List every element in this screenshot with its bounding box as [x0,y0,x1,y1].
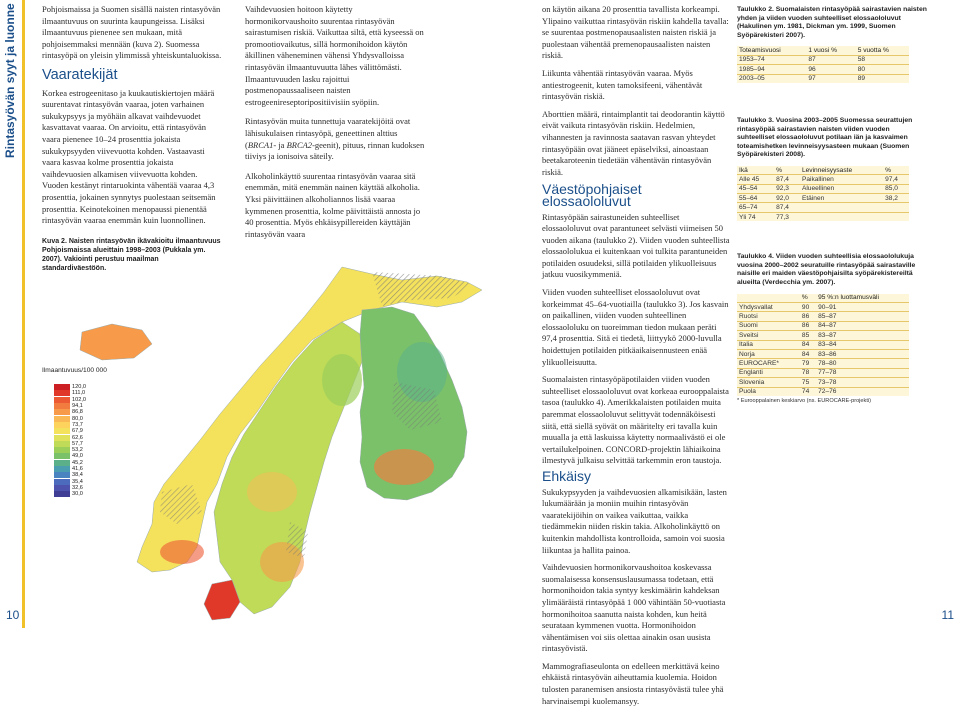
page-number-right: 11 [941,608,954,622]
paragraph: Alkoholinkäyttö suurentaa rintasyövän vaaraa sitä enemmän, mitä enemmän nainen käyttää alkoholia. Yksi päivittäinen alkoholiannos lisää vaaraa kymmenen prosenttia, kolme päivittäistä annosta jo 40 prosenttia. Myös ehkäisypillereiden käyttäjän rintasyövän vaara [245,170,421,239]
table-cell: Ruotsi [737,312,800,321]
legend-label: 86,8 [72,409,83,416]
paragraph: Suomalaisten rintasyöpäpotilaiden viiden vuoden suhteelliset elossaololuvut ovat korkeaa eurooppalaista tasoa (taulukko 4). Amerikkalaisten potilaiden muita paremmat elossaololuvut selittyvät todennäköisesti siitä, että siellä syövät on määritelty eri tavalla kuin muualla ja että laskuissa käytetty normaalivästö ei ole vertailukelpoinen. CONCORD-projektin lähiaikoina ilmestyvä julkaisu selvittää tarkemmin eron taustoja. [542,374,729,466]
legend-swatch [54,491,70,497]
paragraph: Viiden vuoden suhteelliset elossaololuvut ovat korkeimmat 45–64-vuotiailla (taulukko 3). Jos kasvain on paikallinen, viiden vuoden suhteellinen elossaololuku on tuoreimman tiedon mukaan peräti 97,4 prosenttia. Sitä ei tiedetä, liittyykö 2000-luvulla hoidettujen potilaiden pitkäaikaisennusteen enää ylikuolleisuutta. [542,287,729,367]
paragraph: Rintasyövän muita tunnettuja vaaratekijöitä ovat lähisukulaisen rintasyöpä, geneettinen alttius (BRCA1- ja BRCA2-geenit), pituus, rinnan kudoksen tiiviys ja ionisoiva säteily. [245,116,425,162]
table-cell: 97 [806,74,855,83]
table-cell: 65–74 [737,203,774,212]
column-1 [42,4,222,272]
legend-label: 38,4 [72,472,83,479]
table-cell: 87 [806,55,855,64]
land-iceland [80,324,152,360]
heading-vaaratekijat: Vaaratekijät [42,66,118,83]
table-cell: 90–91 [816,303,909,312]
table4 [737,294,909,396]
table-cell: 83–86 [816,349,909,358]
table-cell [800,212,883,221]
table-cell: Yli 74 [737,212,774,221]
legend-label: 62,6 [72,434,83,441]
table-cell: 58 [856,55,909,64]
table-cell: 97,4 [883,175,909,184]
table-cell: 84 [800,349,816,358]
table-row [737,194,909,203]
paragraph: on käytön aikana 20 prosenttia tavallista korkeampi. Ylipaino vaikuttaa rintasyövän riskiin kahdella tavalla: se suurentaa postmenopausaalisten naisten riskiä ja puolestaan vähentää premenopausaalisten naisten riskiä. [542,4,729,61]
legend-swatch [54,466,70,472]
table-cell [883,203,909,212]
table-cell: 85–87 [816,312,909,321]
paragraph: Sukukypsyyden ja vaihdevuosien alkamisikään, lasten lukumäärään ja moniin muihin rintasyövän vaaratekijöihin on vaikea vaikuttaa, vaikka tiedämmekin niiden riskin takia. Alkoholinkäyttö on kuitenkin mahdollista kontrolloida, samoin voi suosia liikuntaa ja hallita painoa. [542,486,727,555]
table2-header: 1 vuosi % [808,47,837,55]
table3-header: % [776,166,782,174]
legend-swatch [54,453,70,459]
map-legend [42,367,122,497]
table-cell: Alueellinen [800,184,883,193]
table-row [737,378,909,387]
table-row [737,368,909,377]
table-cell [800,203,883,212]
table2-header: 5 vuotta % [857,47,889,55]
legend-swatch [54,472,70,478]
table-row [737,184,909,193]
table-cell: 89 [856,74,909,83]
table4-header: 95 %:n luottamusväli [818,294,879,302]
table-cell: 96 [806,65,855,74]
table-cell: Puola [737,387,800,396]
legend-label: 49,0 [72,453,83,460]
table3-header: % [885,166,892,174]
table-row [737,387,909,396]
legend-label: 41,6 [72,466,83,472]
legend-label: 80,0 [72,415,83,422]
table-row [737,55,909,64]
table-cell: 55–64 [737,194,774,203]
table-row [737,65,909,74]
table-cell: Norja [737,349,800,358]
column-2 [245,4,427,248]
table-cell: Slovenia [737,378,800,387]
table-cell: Sveitsi [737,331,800,340]
legend-list [54,384,122,497]
paragraph: Aborttien määrä, rintaimplantit tai deodorantin käyttö eivät vaikuta rintasyövän riskiin. Hedelmien, vihannesten ja ravinnosta saatavan rasvan yhteydet rintasyöpään ovat jääneet epäselviksi, ainoastaan beetakaroteenin tiedetään vähentävän rintasyövän riskiä. [542,108,725,177]
legend-swatch [54,422,70,428]
legend-label: 111,0 [72,390,86,397]
table-cell: 75 [800,378,816,387]
table-cell: 38,2 [883,194,909,203]
legend-item [54,491,122,497]
spine [0,0,20,628]
paragraph: Mammografiaseulonta on edelleen merkittävä keino ehkäistä rintasyövän aiheuttamia kuolemia. Hoidon tulosten paranemisen ansiosta rintasyövästä tulee yhä harvinaisempi kuolemansyy. [542,660,724,706]
table-cell: 84–87 [816,321,909,330]
figure-caption: Kuva 2. Naisten rintasyövän ikävakioitu ilmaantuvuus Pohjoismaissa alueittain 1998–2003 (Pukkala ym. 2007). Vakiointi perustuu maailman standardiväestöön. [42,238,221,272]
legend-swatch [54,435,70,441]
legend-swatch [54,485,70,491]
legend-label: 53,2 [72,447,83,454]
legend-swatch [54,384,70,390]
table-cell: Alle 45 [737,175,774,184]
table4-header: % [801,294,808,302]
table-cell: Suomi [737,321,800,330]
paragraph: Vaihdevuosien hormonikorvaushoitoa koskevassa suomalaisessa konsensuslausumassa todetaan, että hormonihoidon takia syntyy keskimäärin kahdeksan ylimääräistä rintasyöpää 1 000 vähintään 50-vuotiasta hormonihoitoa saanutta naista kohden, kun heitä seurataan kymmenen vuotta. Hormonihoidon vähentämisen voi siis olettaa ainakin osan uusista rintasyövistä. [542,562,726,654]
paragraph: Rintasyöpään sairastuneiden suhteelliset elossaololuvut ovat parantuneet selvästi viimeisen 50 vuoden aikana (taulukko 2). Viiden vuoden suhteellista elossaololukua ei kuitenkaan voi tulkita parantuneiden potilaiden osuudeksi, sillä potilaiden ylikuolleisuus jatkuu vuosikymmeniä. [542,211,730,280]
table-cell: Italia [737,340,800,349]
table-cell: 1985–94 [737,65,806,74]
legend-label: 94,1 [72,403,83,410]
heading-elossaolo: Väestöpohjaiset elossaololuvut [542,181,642,209]
table3-header: Ikä [739,166,748,174]
legend-label: 67,9 [72,428,83,435]
legend-label: 32,6 [72,484,83,491]
legend-swatch [54,409,70,415]
table-cell: 73–78 [816,378,909,387]
table-cell: 83–84 [816,340,909,349]
table-row [737,74,909,83]
table-row [737,212,909,221]
table-cell: Paikallinen [800,175,883,184]
table-cell: 85 [800,331,816,340]
table2 [737,46,909,83]
table-cell: 92,0 [774,194,800,203]
table-cell: 72–76 [816,387,909,396]
spine-title: Rintasyövän syyt ja luonne [3,3,17,158]
table-cell: 79 [800,359,816,368]
paragraph: Liikunta vähentää rintasyövän vaaraa. Myös antiestrogeenit, kuten tamoksifeeni, vähentävät rintasyövän riskiä. [542,67,703,102]
table-row [737,203,909,212]
spine-bar [22,0,25,628]
heading-ehkaisy: Ehkäisy [542,467,592,484]
table-cell: 78–80 [816,359,909,368]
table-cell: 2003–05 [737,74,806,83]
paragraph: Vaihdevuosien hoitoon käytetty hormonikorvaushoito suurentaa rintasyövän sairastumisen riskiä. Vaikuttaa siltä, että kyseessä on promootiovaikutus, sillä hormonihoidon käytön äkillinen väheneminen vähensi Yhdysvalloissa rintasyövän ilmaantuvuutta lähes välittömästi. Ilmaantuvuuden lasku rajoittui postmenopaussaaliseen naisten estrogeenireseptoripositiivisiin syöpiin. [245,4,424,107]
legend-label: 102,0 [72,396,86,403]
table-cell: 87,4 [774,175,800,184]
table2-header: Toteamisvuosi [739,47,781,55]
tables-column [737,6,927,404]
table4-header [737,294,800,303]
table-cell: 77,3 [774,212,800,221]
legend-label: 45,2 [72,459,83,466]
legend-label: 57,7 [72,440,83,447]
table-cell: Englanti [737,368,800,377]
legend-label: 120,0 [72,384,86,391]
table3-caption: Taulukko 3. Vuosina 2003–2005 Suomessa seurattujen rintasyöpää sairastavien naisten viiden vuoden suhteelliset elossaololuvut potilaan iän ja kasvaimen toteamishetken levinneisyysasteen mukaan (Suomen Syöpärekisteri 2008). [737,116,913,159]
table3 [737,166,909,221]
table4-caption: Taulukko 4. Viiden vuoden suhteellisia elossaololukuja vuosina 2000–2002 seuratuille rintasyöpää sairastaville naisille eri maiden väestöpohjaisilta syöpärekistereiltä alueilta (Verdecchia ym. 2007). [737,253,916,287]
legend-swatch [54,397,70,403]
table-cell: 85,0 [883,184,909,193]
table-row [737,312,909,321]
table-cell: Yhdysvallat [737,303,800,312]
legend-label: 73,7 [72,421,83,428]
table-cell: 92,3 [774,184,800,193]
table-row [737,359,909,368]
legend-title: Ilmaantuvuus/100 000 [42,367,107,374]
legend-swatch [54,390,70,396]
legend-label: 35,4 [72,478,83,485]
legend-swatch [54,447,70,453]
legend-label: 30,0 [72,491,83,498]
table-row [737,175,909,184]
table-cell: 74 [800,387,816,396]
table-cell: 80 [856,65,909,74]
table-cell: 45–54 [737,184,774,193]
table3-header: Levinneisyysaste [801,166,853,174]
column-3 [542,4,730,715]
table-row [737,349,909,358]
table-cell: Etäinen [800,194,883,203]
table4-note: * Eurooppalainen keskiarvo (ns. EUROCARE-projekti) [737,397,871,404]
table-cell: 87,4 [774,203,800,212]
table2-caption: Taulukko 2. Suomalaisten rintasyöpää sairastavien naisten yhden ja viiden vuoden suhteelliset elossaololuvut (Hakulinen ym. 1981, Dickman ym. 1999, Suomen Syöpärekisteri 2007). [737,6,927,39]
legend-swatch [54,428,70,434]
table-cell: 84 [800,340,816,349]
table-cell: 86 [800,312,816,321]
table-cell: 83–87 [816,331,909,340]
table-cell: 1953–74 [737,55,806,64]
table-row [737,331,909,340]
table-cell: 86 [800,321,816,330]
table-cell: 77–78 [816,368,909,377]
paragraph: Pohjoismaissa ja Suomen sisällä naisten rintasyövän ilmaantuvuus on suurinta kaupungeissa. Lisäksi ilmaantuvuus pienenee sen mukaan, mitä pohjoisemmaksi mennään (kuva 2). Suomessa rintasyöpä on yleisin ylimmissä yhteiskuntaluokissa. [42,4,222,61]
legend-swatch [54,416,70,422]
page-number-left: 10 [6,608,20,622]
table-cell: EUROCARE* [737,359,800,368]
legend-swatch [54,479,70,485]
table-cell: 90 [800,303,816,312]
table-cell [883,212,909,221]
legend-swatch [54,460,70,466]
table-row [737,303,909,312]
legend-swatch [54,403,70,409]
table-cell: 78 [800,368,816,377]
legend-swatch [54,441,70,447]
table-row [737,321,909,330]
table-row [737,340,909,349]
paragraph: Korkea estrogeenitaso ja kuukautiskiertojen määrä suurentavat rintasyövän vaaraa, joten varhainen sukukypsyys ja myöhäin alkavat vaihdevuodet kasvattavat vaaraa. On arvioitu, että rintasyövän vaara pienenee 10–24 prosenttia jokaista sukukypsyyden viivevuotta kohden. Vastaavasti vaara kasvaa kolme prosenttia jokaista vaihdevuosien alkamisen viivevuotta kohden. Vuoden kestänyt rintaruokinta vähentää vaaraa 4,3 prosenttia, jokainen synnytys puolestaan seitsemän prosenttia. Keinotekoinen menopaussi pienentää rintasyövän vaaraa enemmän kuin luonnollinen. [42,87,216,226]
